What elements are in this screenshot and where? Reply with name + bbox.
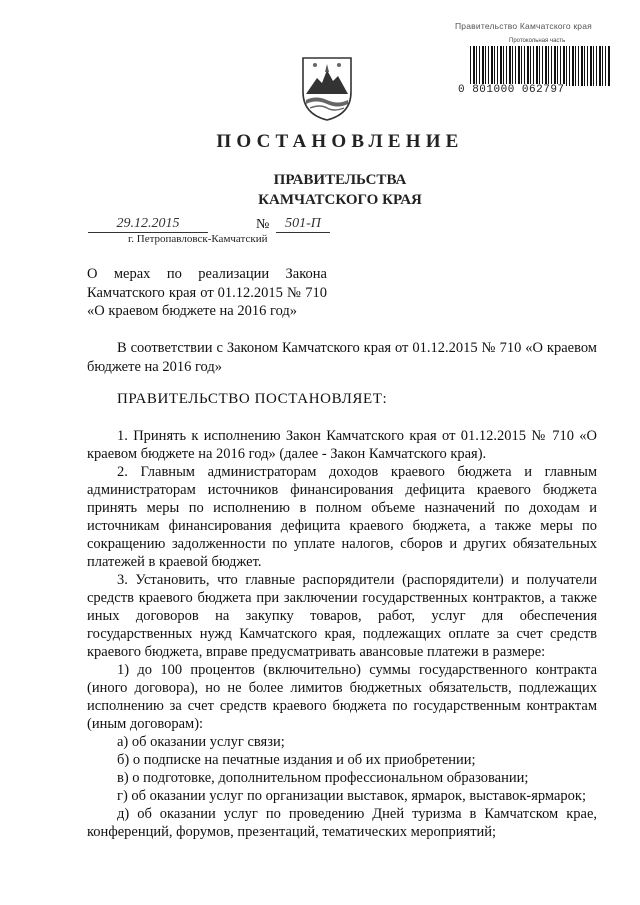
preamble: В соответствии с Законом Камчатского края от 01.12.2015 № 710 «О краевом бюджете на 2016 год» <box>87 340 597 375</box>
paragraph: 1) до 100 процентов (включительно) суммы государственного контракта (иного договора), но не более лимитов бюджетных обязательств, подлежащих исполнению за счет средств краевого бюджета по государственным контрактам (иным договорам): <box>87 662 597 732</box>
paragraph: г) об оказании услуг по организации выставок, ярмарок, выставок-ярмарок; <box>117 788 586 804</box>
barcode-number: 0 801000 062797 <box>458 84 565 96</box>
number-label: № <box>256 217 270 232</box>
issuing-organization <box>0 170 640 210</box>
paragraph: 2. Главным администраторам доходов краевого бюджета и главным администраторам источников финансирования дефицита краевого бюджета принять меры по исполнению в полном объеме назначений по доходам и источникам финансирования дефицита краевого бюджета, а также меры по сокращению задолженности по уплате налогов, сборов и других обязательных платежей в краевой бюджет. <box>87 464 597 570</box>
org-line-2: КАМЧАТСКОГО КРАЯ <box>258 192 422 208</box>
paragraph: 1. Принять к исполнению Закон Камчатского края от 01.12.2015 № 710 «О краевом бюджете на 2016 год» (далее - Закон Камчатского края). <box>87 428 597 462</box>
stamp-text: Правительство Камчатского края <box>455 21 592 31</box>
paragraph: д) об оказании услуг по проведению Дней туризма в Камчатском крае, конференций, форумов, презентаций, тематических мероприятий; <box>87 806 597 840</box>
decree-heading: ПРАВИТЕЛЬСТВО ПОСТАНОВЛЯЕТ: <box>117 391 388 407</box>
org-line-1: ПРАВИТЕЛЬСТВА <box>273 172 407 188</box>
paragraph: в) о подготовке, дополнительном профессиональном образовании; <box>117 770 529 786</box>
document-number: 501-П <box>276 217 330 233</box>
paragraph: 3. Установить, что главные распорядители (распорядители) и получатели средств краевого бюджета при заключении государственных контрактов, а также иных договоров на закупку товаров, работ, услуг для обеспечения государственных нужд Камчатского края, подлежащих оплате за счет средств краевого бюджета, вправе предусматривать авансовые платежи в размере: <box>87 572 597 660</box>
kamchatka-coat-of-arms-icon <box>300 52 354 122</box>
document-city: г. Петропавловск-Камчатский <box>128 233 268 245</box>
paragraph: б) о подписке на печатные издания и об их приобретении; <box>117 752 476 768</box>
document-title: ПОСТАНОВЛЕНИЕ <box>216 131 464 152</box>
paragraph: а) об оказании услуг связи; <box>117 734 285 750</box>
document-subject: О мерах по реализации Закона Камчатского края от 01.12.2015 № 710 «О краевом бюджете на 2016 год» <box>87 266 327 319</box>
document-date: 29.12.2015 <box>88 217 208 233</box>
barcode-label: Протокольная часть <box>509 38 566 44</box>
barcode <box>470 46 610 86</box>
document-body <box>87 427 597 841</box>
